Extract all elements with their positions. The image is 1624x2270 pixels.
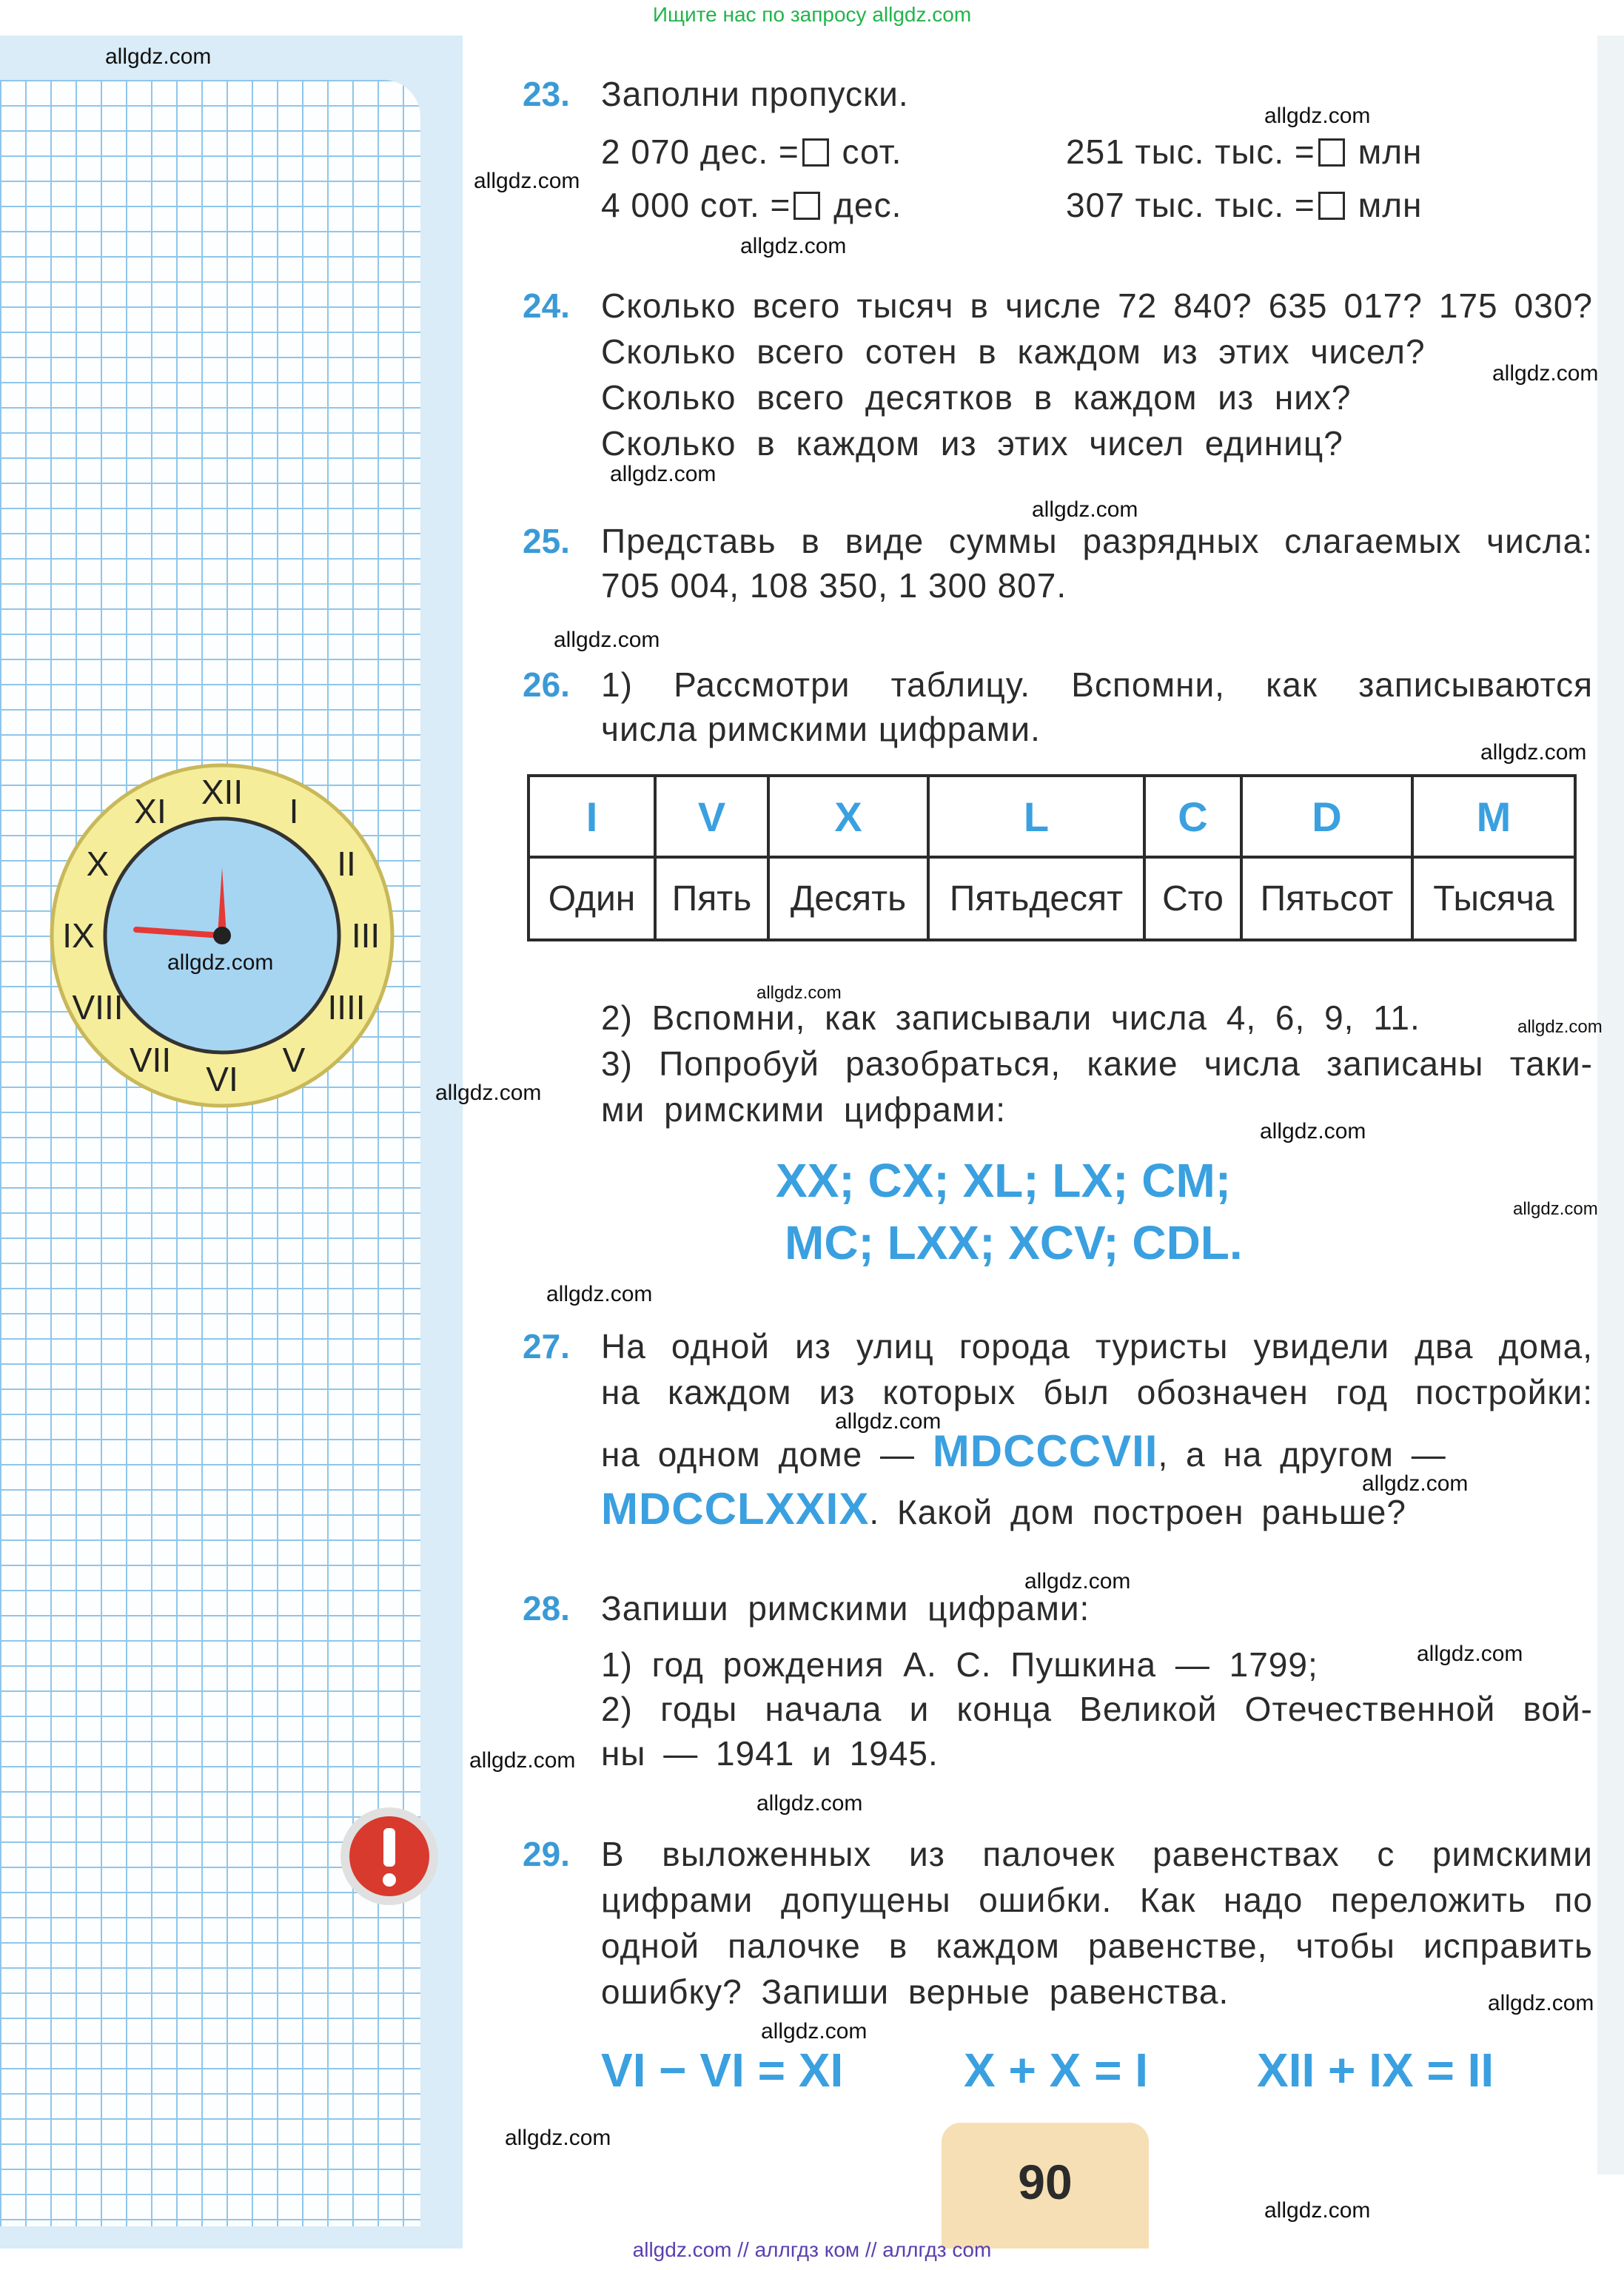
table-cell: L <box>928 776 1144 857</box>
ex28-line: ны — 1941 и 1945. <box>601 1734 939 1773</box>
table-cell: C <box>1144 776 1241 857</box>
clock-numeral: I <box>289 792 299 830</box>
ex23-l1b-post: млн <box>1358 132 1423 171</box>
table-cell: Один <box>529 857 655 940</box>
ex29-equation: VI − VI = XI <box>601 2044 844 2097</box>
watermark: allgdz.com <box>756 1791 863 1816</box>
watermark: allgdz.com <box>740 234 847 258</box>
watermark: allgdz.com <box>1264 104 1371 128</box>
ex28-line: Запиши римскими цифрами: <box>601 1589 1090 1628</box>
ex23-number: 23. <box>523 75 570 113</box>
ex26-roman-row: XX; CX; XL; LX; CM; <box>776 1154 1232 1207</box>
top-banner[interactable]: Ищите нас по запросу allgdz.com <box>652 3 972 26</box>
watermark: allgdz.com <box>554 628 660 652</box>
ex27-roman-year: MDCCLXXIX <box>601 1484 870 1534</box>
ex26-line: ми римскими цифрами: <box>601 1090 1007 1129</box>
page-number: 90 <box>1018 2155 1073 2209</box>
ex23-l2b-pre: 307 тыс. тыс. = <box>1066 186 1315 224</box>
watermark: allgdz.com <box>1032 497 1138 522</box>
blank-box[interactable] <box>802 138 829 167</box>
watermark: allgdz.com <box>1513 1199 1598 1219</box>
ex28-line: 1) год рождения А. С. Пушкина — 1799; <box>601 1645 1318 1684</box>
ex27-line <box>601 1426 1446 1477</box>
clock-numeral: IIII <box>327 988 366 1027</box>
watermark: allgdz.com <box>1260 1119 1366 1144</box>
blank-box[interactable] <box>793 192 820 220</box>
watermark: allgdz.com <box>1362 1471 1469 1496</box>
watermark: allgdz.com <box>546 1282 653 1306</box>
ex26-line: 2) Вспомни, как записывали числа 4, 6, 9, 11. <box>601 998 1420 1037</box>
watermark: allgdz.com <box>610 462 717 486</box>
exclamation-icon <box>339 1806 440 1907</box>
ex26-line: 3) Попробуй разобраться, какие числа записаны таки- <box>601 1044 1593 1083</box>
roman-numerals-table <box>527 774 1577 941</box>
ex29-number: 29. <box>523 1835 570 1873</box>
ex29-line: одной палочке в каждом равенстве, чтобы исправить <box>601 1927 1593 1965</box>
watermark: allgdz.com <box>1480 740 1587 765</box>
clock-numeral: XI <box>134 792 167 830</box>
ex24-line: Сколько всего десятков в каждом из них? <box>601 378 1352 417</box>
ex25-line: Представь в виде суммы разрядных слагаемых числа: <box>601 522 1593 560</box>
table-cell: V <box>655 776 768 857</box>
ex23-line1a <box>601 132 902 172</box>
watermark: allgdz.com <box>761 2019 868 2044</box>
ex28-line: 2) годы начала и конца Великой Отечественной вой- <box>601 1690 1593 1728</box>
clock-numeral: IX <box>62 916 95 955</box>
watermark: allgdz.com <box>435 1081 542 1105</box>
ex27-line <box>601 1483 1406 1534</box>
table-cell: Десять <box>768 857 928 940</box>
ex23-l2a-pre: 4 000 сот. = <box>601 186 791 224</box>
clock-numeral: II <box>337 844 356 883</box>
watermark: allgdz.com <box>167 950 274 975</box>
blank-box[interactable] <box>1318 138 1345 167</box>
watermark: allgdz.com <box>469 1748 576 1773</box>
clock-numeral: V <box>282 1041 306 1079</box>
ex24-number: 24. <box>523 286 570 325</box>
table-cell: Пятьсот <box>1241 857 1412 940</box>
ex29-line: цифрами допущены ошибки. Как надо переложить по <box>601 1881 1593 1919</box>
clock-numeral: III <box>351 916 380 955</box>
watermark: allgdz.com <box>1024 1569 1131 1594</box>
watermark: allgdz.com <box>835 1409 942 1434</box>
ex27-roman-year: MDCCCVII <box>932 1426 1158 1476</box>
clock-numeral: VI <box>206 1060 238 1098</box>
ex26-roman-row: MC; LXX; XCV; CDL. <box>785 1216 1243 1269</box>
table-cell: Пятьдесят <box>928 857 1144 940</box>
page-edge <box>1597 36 1624 2175</box>
table-cell: M <box>1412 776 1575 857</box>
ex23-line2b <box>1066 185 1422 225</box>
blank-box[interactable] <box>1318 192 1345 220</box>
ex23-l2a-post: дес. <box>833 186 902 224</box>
table-cell: Пять <box>655 857 768 940</box>
watermark: allgdz.com <box>105 44 212 69</box>
watermark: allgdz.com <box>756 983 842 1003</box>
table-cell: Тысяча <box>1412 857 1575 940</box>
ex23-l1a-post: сот. <box>842 132 902 171</box>
ex27-line: На одной из улиц города туристы увидели два дома, <box>601 1327 1593 1366</box>
roman-clock <box>49 762 395 1109</box>
clock-numeral: X <box>86 844 110 883</box>
watermark: allgdz.com <box>1417 1642 1523 1666</box>
ex24-line: Сколько всего тысяч в числе 72 840? 635 017? 175 030? <box>601 286 1593 325</box>
ex24-line: Сколько всего сотен в каждом из этих чисел? <box>601 332 1426 371</box>
table-row-words <box>529 857 1575 940</box>
ex29-line: ошибку? Запиши верные равенства. <box>601 1972 1229 2011</box>
ex27-number: 27. <box>523 1327 570 1366</box>
ex23-l1b-pre: 251 тыс. тыс. = <box>1066 132 1315 171</box>
clock-numeral: VII <box>129 1041 172 1079</box>
ex25-line: 705 004, 108 350, 1 300 807. <box>601 566 1067 605</box>
watermark: allgdz.com <box>1488 1991 1594 2015</box>
clock-numeral: XII <box>201 773 244 811</box>
ex27-l3-pre: на одном доме — <box>601 1435 915 1474</box>
table-cell: Сто <box>1144 857 1241 940</box>
ex27-l4-post: . Какой дом построен раньше? <box>869 1493 1406 1531</box>
ex29-equation: XII + IX = II <box>1257 2044 1494 2097</box>
ex27-l3-post: , а на другом — <box>1158 1435 1446 1474</box>
footer-links[interactable]: allgdz.com // аллгдз ком // аллгдз com <box>632 2238 992 2261</box>
ex23-title: Заполни пропуски. <box>601 75 909 113</box>
watermark: allgdz.com <box>1517 1017 1603 1037</box>
table-cell: D <box>1241 776 1412 857</box>
ex27-line: на каждом из которых был обозначен год постройки: <box>601 1373 1593 1411</box>
clock-numeral: VIII <box>72 988 124 1027</box>
watermark: allgdz.com <box>505 2126 611 2150</box>
table-cell: X <box>768 776 928 857</box>
table-row-symbols <box>529 776 1575 857</box>
watermark: allgdz.com <box>474 169 580 193</box>
ex23-line1b <box>1066 132 1422 172</box>
ex29-equation: X + X = I <box>964 2044 1149 2097</box>
ex24-line: Сколько в каждом из этих чисел единиц? <box>601 424 1343 463</box>
ex26-intro: числа римскими цифрами. <box>601 710 1041 748</box>
ex26-number: 26. <box>523 665 570 704</box>
watermark: allgdz.com <box>1264 2198 1371 2223</box>
watermark: allgdz.com <box>1492 361 1599 386</box>
ex23-l1a-pre: 2 070 дес. = <box>601 132 799 171</box>
table-cell: I <box>529 776 655 857</box>
ex26-intro: 1) Рассмотри таблицу. Вспомни, как записываются <box>601 665 1593 704</box>
ex29-line: В выложенных из палочек равенствах с римскими <box>601 1835 1593 1873</box>
ex25-number: 25. <box>523 522 570 560</box>
ex28-number: 28. <box>523 1589 570 1628</box>
ex23-line2a <box>601 185 902 225</box>
ex23-l2b-post: млн <box>1358 186 1423 224</box>
